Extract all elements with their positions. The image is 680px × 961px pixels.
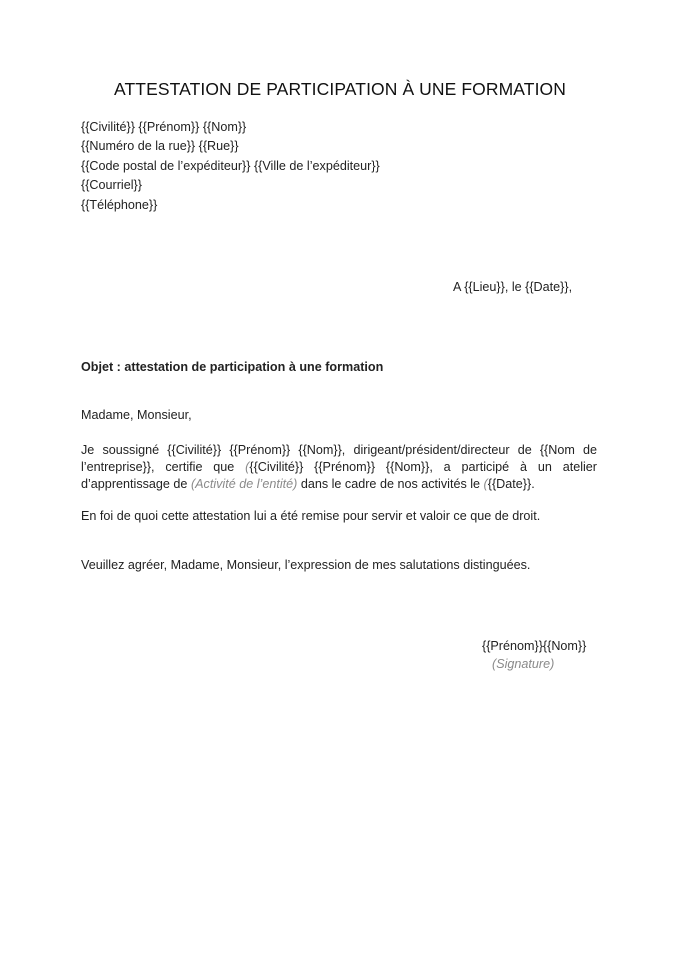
sender-street-line: {{Numéro de la rue}} {{Rue}} <box>81 139 239 154</box>
subject-line: Objet : attestation de participation à une formation <box>81 360 384 374</box>
body-text-2: {{Civilité}} {{Prénom}} {{Nom}}, a participé à un atelier d’apprentissage de <box>81 460 597 491</box>
sender-block <box>81 118 380 215</box>
sender-city-line: {{Code postal de l’expéditeur}} {{Ville de l’expéditeur}} <box>81 158 380 173</box>
closing-formula: Veuillez agréer, Madame, Monsieur, l’expression de mes salutations distinguées. <box>81 558 531 572</box>
body-end: . <box>531 477 535 491</box>
place-date: A {{Lieu}}, le {{Date}}, <box>453 280 573 294</box>
salutation: Madame, Monsieur, <box>81 408 192 422</box>
body-text-1: Je soussigné {{Civilité}} {{Prénom}} {{Nom}}, dirigeant/président/directeur de {{Nom de l’entreprise}}, certifie que <box>81 443 597 474</box>
sender-name-line: {{Civilité}} {{Prénom}} {{Nom}} <box>81 120 247 134</box>
body-paren-1: ( <box>245 460 250 474</box>
body-text-3: dans le cadre de nos activités le <box>297 477 484 491</box>
body-paragraph <box>81 442 597 493</box>
foi-sentence: En foi de quoi cette attestation lui a été remise pour servir et valoir ce que de droit. <box>81 509 541 523</box>
signature-label: (Signature) <box>492 657 555 671</box>
body-date: {{Date}} <box>487 477 532 491</box>
signature-name: {{Prénom}}{{Nom}} <box>482 639 587 653</box>
sender-email-line: {{Courriel}} <box>81 178 142 193</box>
sender-phone-line: {{Téléphone}} <box>81 197 158 212</box>
body-paren-2: ( <box>483 477 488 491</box>
document-title: ATTESTATION DE PARTICIPATION À UNE FORMATION <box>114 79 566 99</box>
activity-placeholder: (Activité de l’entité) <box>190 477 298 491</box>
